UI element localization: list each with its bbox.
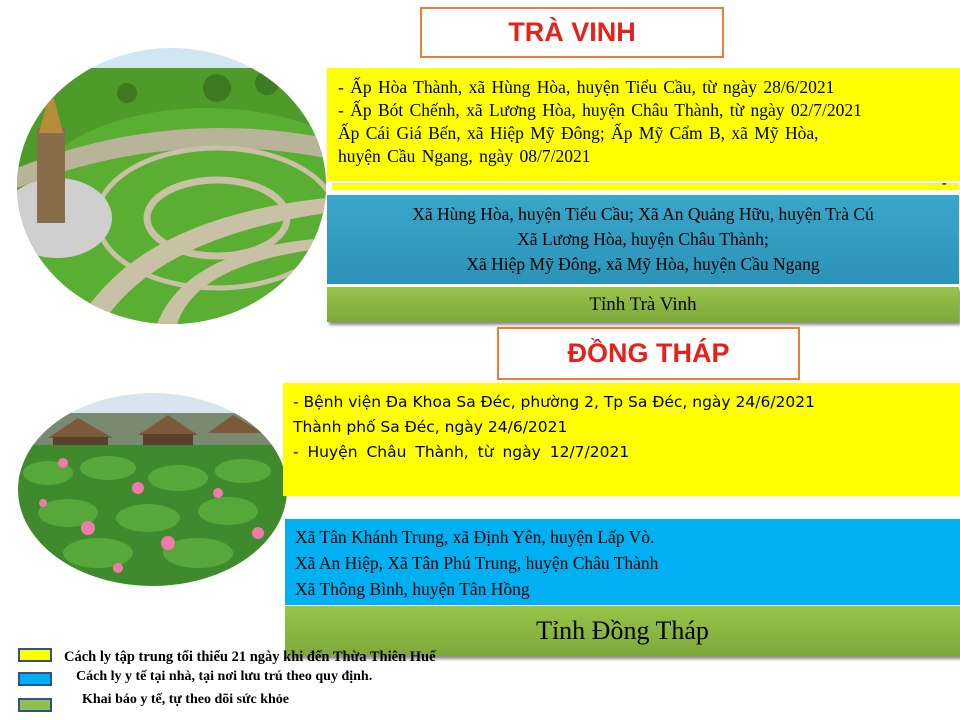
legend-swatch-blue <box>18 672 52 686</box>
dong-thap-photo <box>18 393 287 586</box>
tra-vinh-photo <box>17 48 326 324</box>
dong-thap-blue-line: Xã An Hiệp, Xã Tân Phú Trung, huyện Châu Thành <box>295 553 659 573</box>
legend-label-home: Cách ly y tế tại nhà, tại nơi lưu trú theo quy định. <box>76 669 373 684</box>
lotus-field-image <box>18 393 287 586</box>
tra-vinh-yellow-line: - Ấp Hòa Thành, xã Hùng Hòa, huyện Tiểu Cầu, từ ngày 28/6/2021 <box>338 77 835 97</box>
dong-thap-yellow-line: - Huyện Châu Thành, từ ngày 12/7/2021 <box>293 443 630 461</box>
tra-vinh-province-box <box>327 287 959 322</box>
tra-vinh-province-label: Tỉnh Trà Vinh <box>589 293 697 315</box>
tra-vinh-blue-line: Xã Hiệp Mỹ Đông, xã Mỹ Hòa, huyện Cầu Ngang <box>466 254 820 274</box>
dong-thap-province-label: Tỉnh Đồng Tháp <box>536 616 709 645</box>
tra-vinh-yellow-line: - Ấp Bót Chếnh, xã Lương Hòa, huyện Châu Thành, từ ngày 02/7/2021 <box>338 100 862 120</box>
legend-swatch-green <box>18 698 52 712</box>
tra-vinh-park-image <box>17 48 326 324</box>
tra-vinh-concentrated-quarantine-box <box>327 68 960 181</box>
dong-thap-yellow-line: Thành phố Sa Đéc, ngày 24/6/2021 <box>293 418 568 436</box>
tra-vinh-yellow-line: Ấp Cái Giá Bến, xã Hiệp Mỹ Đông; Ấp Mỹ Cẩm B, xã Mỹ Hòa, <box>338 123 819 143</box>
tra-vinh-yellow-strip <box>332 183 959 190</box>
dong-thap-blue-line: Xã Thông Bình, huyện Tân Hồng <box>295 579 530 599</box>
dong-thap-title: ĐỒNG THÁP <box>497 327 800 380</box>
dong-thap-yellow-line: - Bệnh viện Đa Khoa Sa Đéc, phường 2, Tp Sa Đéc, ngày 24/6/2021 <box>293 393 815 411</box>
dong-thap-blue-line: Xã Tân Khánh Trung, xã Định Yên, huyện Lấp Vò. <box>295 527 655 547</box>
legend-label-concentrated: Cách ly tập trung tối thiểu 21 ngày khi đến Thừa Thiên Huế <box>64 649 436 665</box>
dong-thap-concentrated-quarantine-box <box>283 383 960 496</box>
tra-vinh-yellow-line: huyện Cầu Ngang, ngày 08/7/2021 <box>338 146 591 166</box>
tra-vinh-title: TRÀ VINH <box>420 7 724 58</box>
legend-swatch-yellow <box>18 648 52 662</box>
tra-vinh-blue-line: Xã Lương Hòa, huyện Châu Thành; <box>517 229 769 249</box>
legend-label-self-monitor: Khai báo y tế, tự theo dõi sức khỏe <box>82 692 289 707</box>
dong-thap-home-quarantine-box <box>285 519 960 605</box>
tra-vinh-dash: - <box>942 176 947 191</box>
tra-vinh-blue-line: Xã Hùng Hòa, huyện Tiểu Cầu; Xã An Quảng Hữu, huyện Trà Cú <box>412 204 874 224</box>
tra-vinh-home-quarantine-box <box>327 195 959 284</box>
